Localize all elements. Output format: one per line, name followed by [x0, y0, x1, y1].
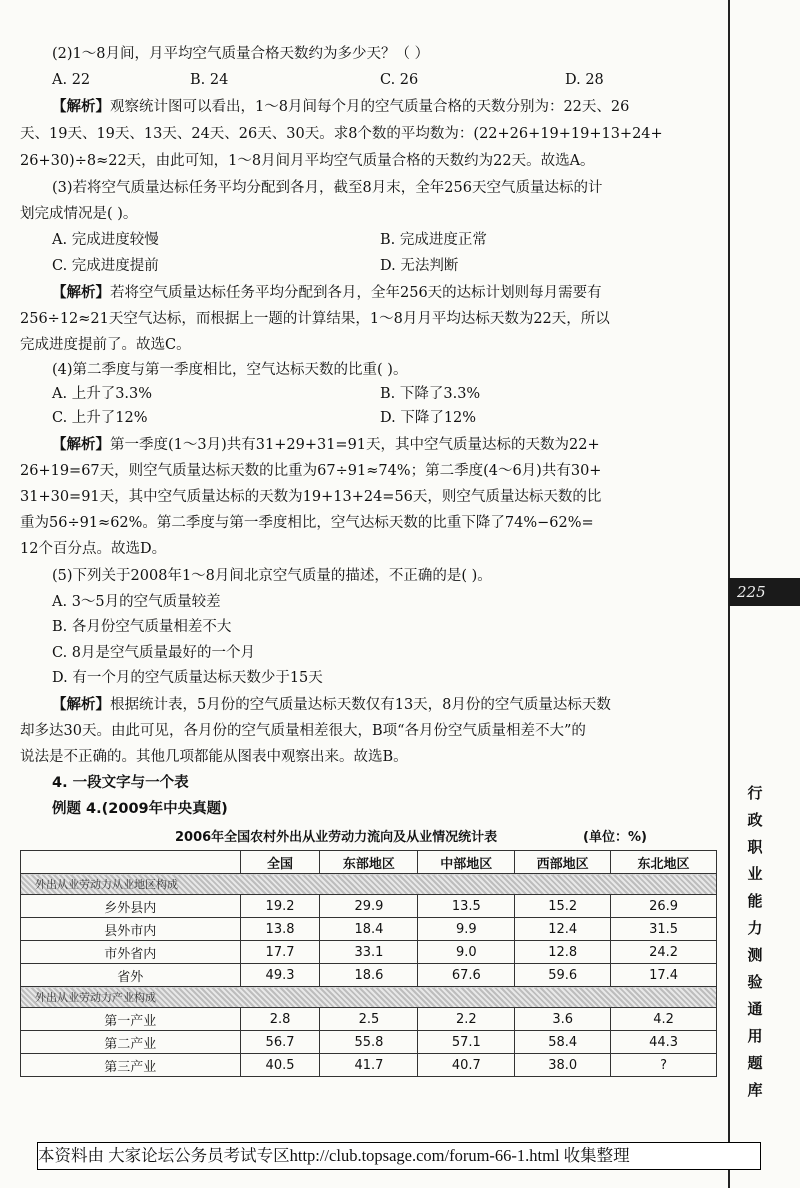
table-cell: 9.0 [418, 941, 515, 964]
header-cell [21, 851, 241, 874]
table-section-row [21, 987, 717, 1008]
q2-analysis-line-1: 【解析】观察统计图可以看出，1～8月间每个月的空气质量合格的天数分别为：22天、26 [52, 99, 630, 115]
q2-analysis-line-3: 26+30)÷8≈22天，由此可知，1～8月间月平均空气质量合格的天数约为22天。故选A。 [20, 153, 595, 169]
section-heading: 4. 一段文字与一个表 [52, 775, 189, 791]
q4-option-a: A. 上升了3.3% [52, 386, 153, 402]
q4-analysis-line-3: 31+30=91天，其中空气质量达标的天数为19+13+24=56天，则空气质量达标天数的比 [20, 489, 602, 505]
q4-option-b: B. 下降了3.3% [380, 386, 481, 402]
q3-analysis-line-1: 【解析】若将空气质量达标任务平均分配到各月，全年256天的达标计划则每月需要有 [52, 285, 602, 301]
row-label: 乡外县内 [21, 895, 241, 918]
q3-option-b: B. 完成进度正常 [380, 232, 487, 248]
q3-option-c: C. 完成进度提前 [52, 258, 159, 274]
q3-option-a: A. 完成进度较慢 [52, 232, 159, 248]
table-cell: 2.8 [240, 1008, 320, 1031]
row-label: 省外 [21, 964, 241, 987]
table-cell: 55.8 [320, 1031, 418, 1054]
table-row [21, 964, 717, 987]
q5-analysis-line-1: 【解析】根据统计表，5月份的空气质量达标天数仅有13天，8月份的空气质量达标天数 [52, 697, 611, 713]
table-cell: 44.3 [611, 1031, 717, 1054]
table-cell: 29.9 [320, 895, 418, 918]
q2-stem: (2)1～8月间，月平均空气质量合格天数约为多少天？（ ） [52, 46, 430, 62]
q3-option-d: D. 无法判断 [380, 258, 459, 274]
table-cell: 2.2 [418, 1008, 515, 1031]
table-cell: 41.7 [320, 1054, 418, 1077]
table-cell: 58.4 [515, 1031, 611, 1054]
book-side-title: 行政职业能力测验通用题库 [747, 784, 763, 1099]
table-cell: 4.2 [611, 1008, 717, 1031]
table-cell: 18.4 [320, 918, 418, 941]
q5-option-a: A. 3～5月的空气质量较差 [52, 594, 221, 610]
analysis-tag: 【解析】 [52, 285, 110, 301]
table-cell: 15.2 [515, 895, 611, 918]
table-unit: (单位：%) [583, 830, 647, 845]
section-label: 外出从业劳动力从业地区构成 [21, 874, 717, 895]
table-cell: 13.8 [240, 918, 320, 941]
header-cell: 中部地区 [418, 851, 515, 874]
q2-option-b: B. 24 [190, 72, 229, 88]
q2-option-c: C. 26 [380, 72, 419, 88]
table-cell: 24.2 [611, 941, 717, 964]
table-cell: 67.6 [418, 964, 515, 987]
table-cell: 17.4 [611, 964, 717, 987]
header-cell: 西部地区 [515, 851, 611, 874]
table-cell: 26.9 [611, 895, 717, 918]
header-cell: 全国 [240, 851, 320, 874]
analysis-tag: 【解析】 [52, 99, 110, 115]
q3-analysis-line-2: 256÷12≈21天空气达标，而根据上一题的计算结果，1～8月月平均达标天数为22天，所以 [20, 311, 610, 327]
q5-analysis-line-3: 说法是不正确的。其他几项都能从图表中观察出来。故选B。 [20, 749, 408, 765]
table-row [21, 1031, 717, 1054]
q2-option-a: A. 22 [52, 72, 91, 88]
row-label: 第二产业 [21, 1031, 241, 1054]
table-cell: 2.5 [320, 1008, 418, 1031]
table-cell: 18.6 [320, 964, 418, 987]
q5-option-b: B. 各月份空气质量相差不大 [52, 619, 232, 635]
table-cell: 38.0 [515, 1054, 611, 1077]
table-cell: 12.4 [515, 918, 611, 941]
example-heading: 例题 4.(2009年中央真题) [52, 801, 228, 817]
table-cell: 17.7 [240, 941, 320, 964]
footer-banner: 本资料由 大家论坛公务员考试专区http://club.topsage.com/forum-66-1.html 收集整理 [37, 1142, 761, 1170]
table-row [21, 918, 717, 941]
q2-option-d: D. 28 [565, 72, 604, 88]
table-cell: 13.5 [418, 895, 515, 918]
table-cell: 12.8 [515, 941, 611, 964]
q4-option-c: C. 上升了12% [52, 410, 148, 426]
table-cell: 56.7 [240, 1031, 320, 1054]
page-number: 225 [729, 578, 800, 606]
q5-analysis-line-2: 却多达30天。由此可见，各月份的空气质量相差很大，B项“各月份空气质量相差不大”的 [20, 723, 586, 739]
q5-option-d: D. 有一个月的空气质量达标天数少于15天 [52, 670, 323, 686]
table-cell: 57.1 [418, 1031, 515, 1054]
table-cell: 9.9 [418, 918, 515, 941]
q4-option-d: D. 下降了12% [380, 410, 477, 426]
table-title: 2006年全国农村外出从业劳动力流向及从业情况统计表 [175, 830, 498, 845]
header-cell: 东部地区 [320, 851, 418, 874]
table-cell: 59.6 [515, 964, 611, 987]
q3-stem-line-1: (3)若将空气质量达标任务平均分配到各月，截至8月末，全年256天空气质量达标的计 [52, 180, 603, 196]
section-label: 外出从业劳动力产业构成 [21, 987, 717, 1008]
statistics-table [20, 850, 717, 1077]
table-row [21, 1008, 717, 1031]
table-cell: 33.1 [320, 941, 418, 964]
analysis-tag: 【解析】 [52, 437, 110, 453]
table-cell: 3.6 [515, 1008, 611, 1031]
q4-stem: (4)第二季度与第一季度相比，空气达标天数的比重( )。 [52, 362, 408, 378]
q5-stem: (5)下列关于2008年1～8月间北京空气质量的描述，不正确的是( )。 [52, 568, 492, 584]
table-row [21, 895, 717, 918]
row-label: 县外市内 [21, 918, 241, 941]
header-cell: 东北地区 [611, 851, 717, 874]
analysis-tag: 【解析】 [52, 697, 110, 713]
table-cell: 31.5 [611, 918, 717, 941]
table-header-row [21, 851, 717, 874]
table-cell: 40.5 [240, 1054, 320, 1077]
table-cell: 49.3 [240, 964, 320, 987]
q5-option-c: C. 8月是空气质量最好的一个月 [52, 645, 256, 661]
q4-analysis-line-4: 重为56÷91≈62%。第二季度与第一季度相比，空气达标天数的比重下降了74%−62%= [20, 515, 594, 531]
table-cell: 40.7 [418, 1054, 515, 1077]
table-cell: 19.2 [240, 895, 320, 918]
table-row [21, 941, 717, 964]
q2-analysis-line-2: 天、19天、19天、13天、24天、26天、30天。求8个数的平均数为：(22+26+19+19+13+24+ [20, 126, 663, 142]
row-label: 第三产业 [21, 1054, 241, 1077]
q4-analysis-line-1: 【解析】第一季度(1～3月)共有31+29+31=91天，其中空气质量达标的天数为22+ [52, 437, 600, 453]
table-row [21, 1054, 717, 1077]
q3-analysis-line-3: 完成进度提前了。故选C。 [20, 337, 191, 353]
table-cell: ? [611, 1054, 717, 1077]
q3-stem-line-2: 划完成情况是( )。 [20, 206, 138, 222]
table-section-row [21, 874, 717, 895]
q4-analysis-line-5: 12个百分点。故选D。 [20, 541, 167, 557]
row-label: 市外省内 [21, 941, 241, 964]
q4-analysis-line-2: 26+19=67天，则空气质量达标天数的比重为67÷91≈74%；第二季度(4～6月)共有30+ [20, 463, 602, 479]
row-label: 第一产业 [21, 1008, 241, 1031]
